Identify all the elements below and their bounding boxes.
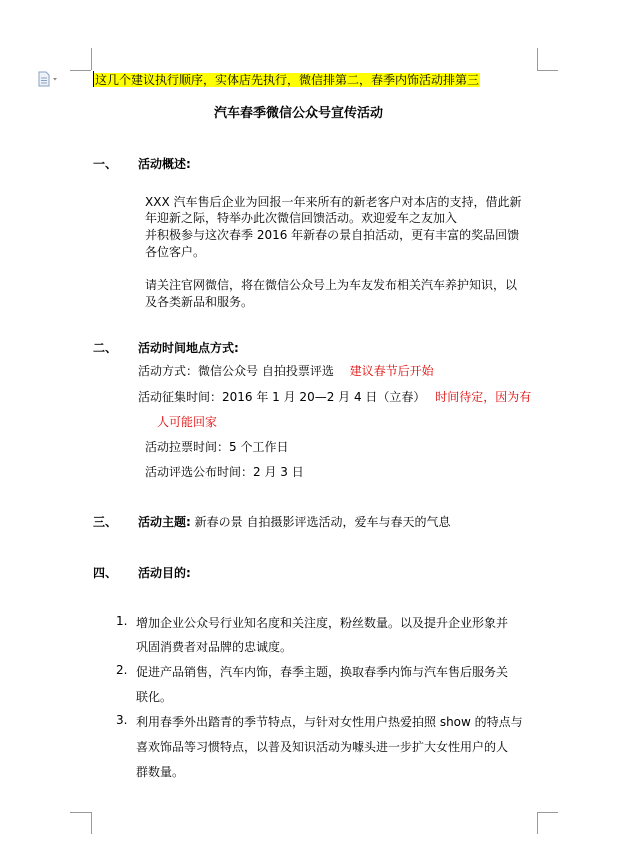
document-title: 汽车春季微信公众号宣传活动 (214, 106, 384, 121)
highlighted-note[interactable] (94, 71, 480, 88)
crop-mark-top-left (70, 70, 91, 71)
section-4-heading: 活动目的: (138, 566, 191, 580)
overview-line: 请关注官网微信，将在微信公众号上为车友发布相关汽车养护知识，以 (145, 278, 518, 292)
section-1-number: 一、 (93, 157, 118, 171)
overview-line: 各位客户。 (145, 245, 206, 259)
activity-collect-note: 时间待定，因为有 (435, 390, 532, 404)
list-item-line: 群数量。 (136, 765, 185, 779)
list-item-line: 巩固消费者对品牌的忠诚度。 (136, 640, 293, 654)
section-1-heading: 活动概述: (138, 157, 191, 171)
list-item-line: 联化。 (136, 690, 173, 704)
list-item-number: 3. (116, 713, 128, 727)
section-4-number: 四、 (93, 566, 118, 580)
activity-method (138, 362, 434, 379)
section-2-heading: 活动时间地点方式: (138, 341, 239, 355)
activity-collect-note-cont: 人可能回家 (157, 415, 218, 429)
paragraph-menu-icon[interactable] (38, 71, 58, 87)
crop-mark-top-right (537, 48, 538, 70)
crop-mark-top-right (537, 70, 558, 71)
list-item-line: 增加企业公众号行业知名度和关注度，粉丝数量。以及提升企业形象并 (136, 616, 509, 630)
overview-line: 并积极参与这次春季 2016 年新春の景自拍活动，更有丰富的奖品回馈 (145, 228, 520, 242)
list-item-line: 利用春季外出踏青的季节特点，与针对女性用户热爱拍照 show 的特点与 (136, 715, 523, 729)
overview-line: 及各类新品和服务。 (145, 295, 254, 309)
note-text: 这几个建议执行顺序，实体店先执行，微信排第二，春季内饰活动排第三 (95, 73, 480, 87)
crop-mark-top-left (91, 48, 92, 70)
section-2-number: 二、 (93, 341, 118, 355)
overview-line: XXX 汽车售后企业为回报一年来所有的新老客户对本店的支持，借此新 (145, 195, 522, 209)
activity-method-note: 建议春节后开始 (349, 364, 434, 378)
crop-mark-bottom-left (91, 812, 92, 834)
section-3-line (138, 513, 450, 530)
section-3-text: 新春の景 自拍摄影评选活动，爱车与春天的气息 (194, 515, 451, 529)
activity-collect-time (138, 388, 531, 405)
activity-result-time: 活动评选公布时间：2 月 3 日 (145, 465, 304, 479)
crop-mark-bottom-right (537, 812, 558, 813)
overview-line: 年迎新之际，特举办此次微信回馈活动。欢迎爱车之友加入 (145, 211, 458, 225)
section-3-number: 三、 (93, 515, 118, 529)
crop-mark-bottom-right (537, 812, 538, 834)
crop-mark-bottom-left (70, 812, 91, 813)
activity-collect-text: 活动征集时间：2016 年 1 月 20—2 月 4 日（立春） (138, 390, 426, 404)
activity-vote-time: 活动拉票时间：5 个工作日 (145, 440, 289, 454)
section-3-heading: 活动主题: (138, 515, 191, 529)
list-item-line: 促进产品销售，汽车内饰，春季主题，换取春季内饰与汽车售后服务关 (136, 665, 509, 679)
list-item-line: 喜欢饰品等习惯特点，以普及知识活动为噱头进一步扩大女性用户的人 (136, 740, 509, 754)
list-item-number: 1. (116, 614, 128, 628)
activity-method-text: 活动方式：微信公众号 自拍投票评选 (138, 364, 334, 378)
list-item-number: 2. (116, 663, 128, 677)
